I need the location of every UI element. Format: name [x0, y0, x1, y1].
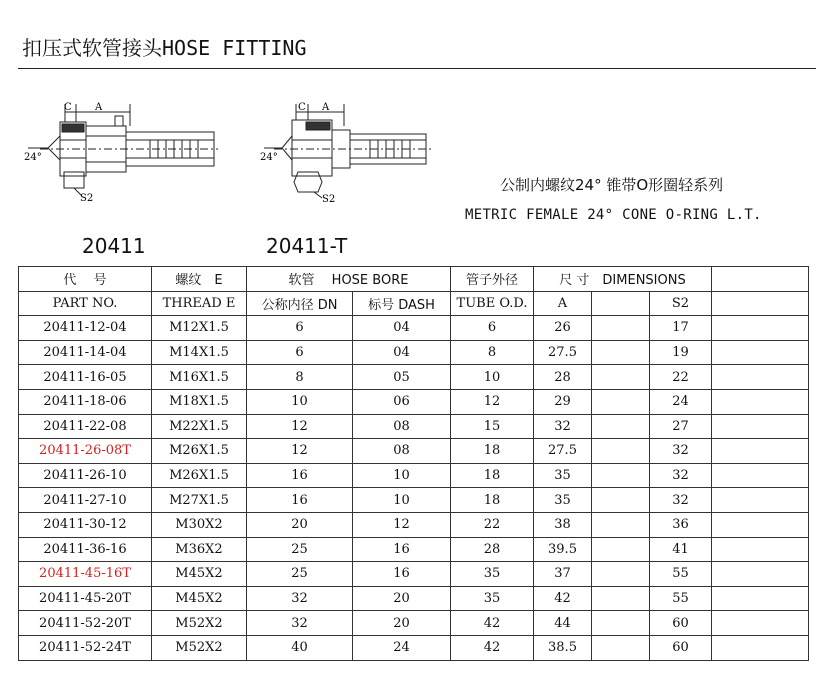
cell-empty	[712, 439, 809, 464]
cell-dash: 04	[353, 340, 451, 365]
cell-dn: 20	[247, 512, 353, 537]
cell-thread: M45X2	[152, 562, 247, 587]
table-row	[19, 365, 809, 390]
cell-tube-od: 18	[451, 439, 534, 464]
cell-thread: M30X2	[152, 512, 247, 537]
cell-empty	[712, 635, 809, 660]
cell-dash: 10	[353, 463, 451, 488]
table-row	[19, 562, 809, 587]
table-row	[19, 488, 809, 513]
cell-dn: 32	[247, 611, 353, 636]
cell-blank	[592, 439, 650, 464]
cell-s2: 60	[650, 635, 712, 660]
cell-dash: 12	[353, 512, 451, 537]
cell-dash: 20	[353, 586, 451, 611]
cell-part-no: 20411-22-08	[19, 414, 152, 439]
cell-tube-od: 35	[451, 586, 534, 611]
header-tube-od: 管子外径	[451, 267, 534, 292]
header-dimensions: 尺 寸 DIMENSIONS	[534, 267, 712, 292]
cell-a: 38	[534, 512, 592, 537]
cell-dn: 40	[247, 635, 353, 660]
cell-thread: M45X2	[152, 586, 247, 611]
cell-dash: 08	[353, 439, 451, 464]
cell-thread: M16X1.5	[152, 365, 247, 390]
cell-dn: 6	[247, 340, 353, 365]
cell-a: 27.5	[534, 439, 592, 464]
cell-part-no: 20411-12-04	[19, 316, 152, 341]
cell-a: 35	[534, 488, 592, 513]
table-row	[19, 537, 809, 562]
cell-blank	[592, 512, 650, 537]
dim-a-label: A	[322, 102, 330, 113]
cell-empty	[712, 488, 809, 513]
cell-part-no: 20411-45-16T	[19, 562, 152, 587]
cell-s2: 19	[650, 340, 712, 365]
cell-dash: 10	[353, 488, 451, 513]
series-description-cn: 公制内螺纹24° 锥带O形圈轻系列	[500, 176, 724, 194]
cell-dn: 6	[247, 316, 353, 341]
cell-dash: 16	[353, 537, 451, 562]
cell-thread: M12X1.5	[152, 316, 247, 341]
header-empty	[712, 291, 809, 316]
cell-tube-od: 22	[451, 512, 534, 537]
cell-a: 26	[534, 316, 592, 341]
cell-tube-od: 8	[451, 340, 534, 365]
dim-a-label: A	[95, 102, 103, 113]
cell-s2: 55	[650, 562, 712, 587]
cell-blank	[592, 562, 650, 587]
header-blank	[592, 291, 650, 316]
cell-part-no: 20411-30-12	[19, 512, 152, 537]
cell-a: 35	[534, 463, 592, 488]
header-row-2	[19, 291, 809, 316]
cell-thread: M22X1.5	[152, 414, 247, 439]
cell-tube-od: 28	[451, 537, 534, 562]
cell-blank	[592, 611, 650, 636]
cell-dn: 8	[247, 365, 353, 390]
cell-tube-od: 42	[451, 635, 534, 660]
cell-s2: 32	[650, 463, 712, 488]
cell-a: 38.5	[534, 635, 592, 660]
cell-thread: M52X2	[152, 635, 247, 660]
table-row	[19, 414, 809, 439]
cell-s2: 36	[650, 512, 712, 537]
header-part-no: PART NO.	[19, 291, 152, 316]
cell-dn: 16	[247, 488, 353, 513]
cell-thread: M52X2	[152, 611, 247, 636]
cell-a: 42	[534, 586, 592, 611]
cell-a: 32	[534, 414, 592, 439]
cell-dash: 16	[353, 562, 451, 587]
cell-a: 27.5	[534, 340, 592, 365]
header-tube-od-en: TUBE O.D.	[451, 291, 534, 316]
cell-a: 29	[534, 389, 592, 414]
cell-blank	[592, 586, 650, 611]
table-row	[19, 340, 809, 365]
table-row	[19, 316, 809, 341]
cell-dash: 20	[353, 611, 451, 636]
cell-part-no: 20411-16-05	[19, 365, 152, 390]
cell-s2: 32	[650, 488, 712, 513]
cell-dn: 12	[247, 414, 353, 439]
cell-empty	[712, 586, 809, 611]
cell-tube-od: 18	[451, 463, 534, 488]
header-dn: 公称内径 DN	[247, 291, 353, 316]
cell-dn: 25	[247, 537, 353, 562]
cell-empty	[712, 340, 809, 365]
cell-dn: 32	[247, 586, 353, 611]
cell-blank	[592, 316, 650, 341]
cell-thread: M27X1.5	[152, 488, 247, 513]
cell-dash: 08	[353, 414, 451, 439]
dim-s2-label: S2	[322, 194, 336, 205]
cell-s2: 55	[650, 586, 712, 611]
table-row	[19, 635, 809, 660]
cell-s2: 22	[650, 365, 712, 390]
cell-s2: 27	[650, 414, 712, 439]
cell-blank	[592, 635, 650, 660]
cell-dash: 05	[353, 365, 451, 390]
cell-empty	[712, 389, 809, 414]
table-row	[19, 512, 809, 537]
cell-part-no: 20411-26-08T	[19, 439, 152, 464]
table-row	[19, 611, 809, 636]
cell-s2: 41	[650, 537, 712, 562]
cell-empty	[712, 611, 809, 636]
cell-dash: 04	[353, 316, 451, 341]
model-label-20411-t: 20411-T	[266, 234, 348, 258]
cell-tube-od: 10	[451, 365, 534, 390]
cell-blank	[592, 414, 650, 439]
cell-empty	[712, 414, 809, 439]
cell-s2: 32	[650, 439, 712, 464]
cell-part-no: 20411-26-10	[19, 463, 152, 488]
dim-s2-label: S2	[80, 193, 94, 204]
cell-a: 37	[534, 562, 592, 587]
cell-thread: M26X1.5	[152, 463, 247, 488]
cell-thread: M18X1.5	[152, 389, 247, 414]
cell-part-no: 20411-14-04	[19, 340, 152, 365]
cell-tube-od: 15	[451, 414, 534, 439]
cell-blank	[592, 463, 650, 488]
cell-empty	[712, 316, 809, 341]
header-part: 代 号	[19, 267, 152, 292]
header-empty	[712, 267, 809, 292]
cell-thread: M36X2	[152, 537, 247, 562]
cell-a: 39.5	[534, 537, 592, 562]
model-label-20411: 20411	[82, 234, 146, 258]
cell-part-no: 20411-18-06	[19, 389, 152, 414]
cell-tube-od: 42	[451, 611, 534, 636]
cell-blank	[592, 537, 650, 562]
cell-s2: 60	[650, 611, 712, 636]
cell-dash: 06	[353, 389, 451, 414]
cell-blank	[592, 340, 650, 365]
table-row	[19, 463, 809, 488]
cell-blank	[592, 365, 650, 390]
cell-s2: 17	[650, 316, 712, 341]
cell-part-no: 20411-27-10	[19, 488, 152, 513]
cell-dn: 16	[247, 463, 353, 488]
series-description-en: METRIC FEMALE 24° CONE O-RING L.T.	[465, 207, 762, 223]
header-dash: 标号 DASH	[353, 291, 451, 316]
cell-part-no: 20411-52-20T	[19, 611, 152, 636]
cell-thread: M14X1.5	[152, 340, 247, 365]
cell-part-no: 20411-36-16	[19, 537, 152, 562]
cell-a: 28	[534, 365, 592, 390]
cell-a: 44	[534, 611, 592, 636]
cell-tube-od: 18	[451, 488, 534, 513]
dim-c-label: C	[64, 102, 72, 113]
fitting-drawing-20411	[20, 96, 220, 208]
cell-tube-od: 6	[451, 316, 534, 341]
table-row	[19, 586, 809, 611]
header-a: A	[534, 291, 592, 316]
cell-part-no: 20411-45-20T	[19, 586, 152, 611]
cell-dash: 24	[353, 635, 451, 660]
cell-dn: 10	[247, 389, 353, 414]
cell-empty	[712, 537, 809, 562]
table-row	[19, 389, 809, 414]
header-thread: 螺纹 E	[152, 267, 247, 292]
cell-tube-od: 12	[451, 389, 534, 414]
header-row-1	[19, 267, 809, 292]
cell-blank	[592, 488, 650, 513]
page-title: 扣压式软管接头HOSE FITTING	[22, 36, 307, 60]
spec-table	[18, 266, 809, 661]
cell-empty	[712, 463, 809, 488]
cell-thread: M26X1.5	[152, 439, 247, 464]
cell-empty	[712, 512, 809, 537]
dim-c-label: C	[298, 102, 306, 113]
cell-tube-od: 35	[451, 562, 534, 587]
fitting-drawing-20411-t	[258, 96, 438, 208]
cell-dn: 12	[247, 439, 353, 464]
dim-angle-label: 24°	[24, 152, 42, 163]
header-s2: S2	[650, 291, 712, 316]
cell-s2: 24	[650, 389, 712, 414]
table-row	[19, 439, 809, 464]
header-hose-bore: 软管 HOSE BORE	[247, 267, 451, 292]
cell-dn: 25	[247, 562, 353, 587]
cell-empty	[712, 365, 809, 390]
title-divider	[18, 68, 816, 69]
cell-blank	[592, 389, 650, 414]
cell-empty	[712, 562, 809, 587]
header-thread-e: THREAD E	[152, 291, 247, 316]
dim-angle-label: 24°	[260, 152, 278, 163]
cell-part-no: 20411-52-24T	[19, 635, 152, 660]
